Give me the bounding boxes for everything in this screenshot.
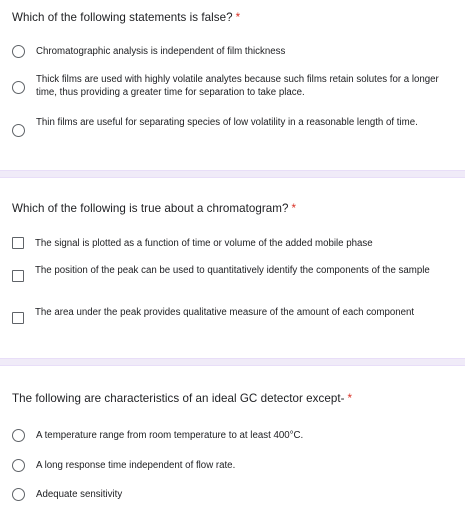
option-label: A long response time independent of flow rate. (36, 460, 236, 471)
radio-option[interactable] (12, 488, 452, 501)
option-label: Adequate sensitivity (36, 489, 123, 500)
option-label: The signal is plotted as a function of time or volume of the added mobile phase (35, 238, 373, 249)
option-label: Chromatographic analysis is independent of film thickness (36, 46, 286, 57)
question-text: Which of the following is true about a chromatogram? (12, 202, 289, 215)
checkbox[interactable] (12, 312, 24, 324)
question-title-3 (12, 392, 352, 405)
section-divider (0, 358, 465, 366)
required-asterisk: * (347, 392, 353, 405)
question-card-3 (0, 368, 465, 516)
radio-option[interactable] (12, 459, 452, 472)
radio-button[interactable] (12, 81, 25, 94)
section-divider (0, 170, 465, 178)
question-text: The following are characteristics of an ideal GC detector except- (12, 392, 345, 405)
radio-option[interactable] (12, 116, 452, 137)
radio-button[interactable] (12, 429, 25, 442)
radio-option[interactable] (12, 73, 452, 99)
radio-button[interactable] (12, 124, 25, 137)
checkbox[interactable] (12, 237, 24, 249)
option-label: The position of the peak can be used to quantitatively identify the components of the sample (35, 265, 430, 276)
question-card-2 (0, 180, 465, 356)
required-asterisk: * (235, 11, 241, 24)
checkbox-option[interactable] (12, 237, 452, 250)
radio-option[interactable] (12, 45, 452, 58)
option-label: The area under the peak provides qualitative measure of the amount of each component (35, 307, 415, 318)
radio-option[interactable] (12, 429, 452, 442)
radio-button[interactable] (12, 488, 25, 501)
question-title-2 (12, 202, 296, 215)
required-asterisk: * (291, 202, 297, 215)
checkbox-option[interactable] (12, 306, 452, 324)
option-label: A temperature range from room temperature to at least 400°C. (36, 430, 304, 441)
question-card-1 (0, 0, 465, 168)
radio-button[interactable] (12, 459, 25, 472)
checkbox-option[interactable] (12, 264, 452, 282)
checkbox[interactable] (12, 270, 24, 282)
option-label: Thin films are useful for separating species of low volatility in a reasonable length of time. (36, 117, 418, 128)
question-text: Which of the following statements is false? (12, 11, 233, 24)
radio-button[interactable] (12, 45, 25, 58)
option-label: Thick films are used with highly volatile analytes because such films retain solutes for a longer time, thus providing a greater time for separation to take place. (36, 74, 439, 98)
question-title-1 (12, 11, 240, 24)
